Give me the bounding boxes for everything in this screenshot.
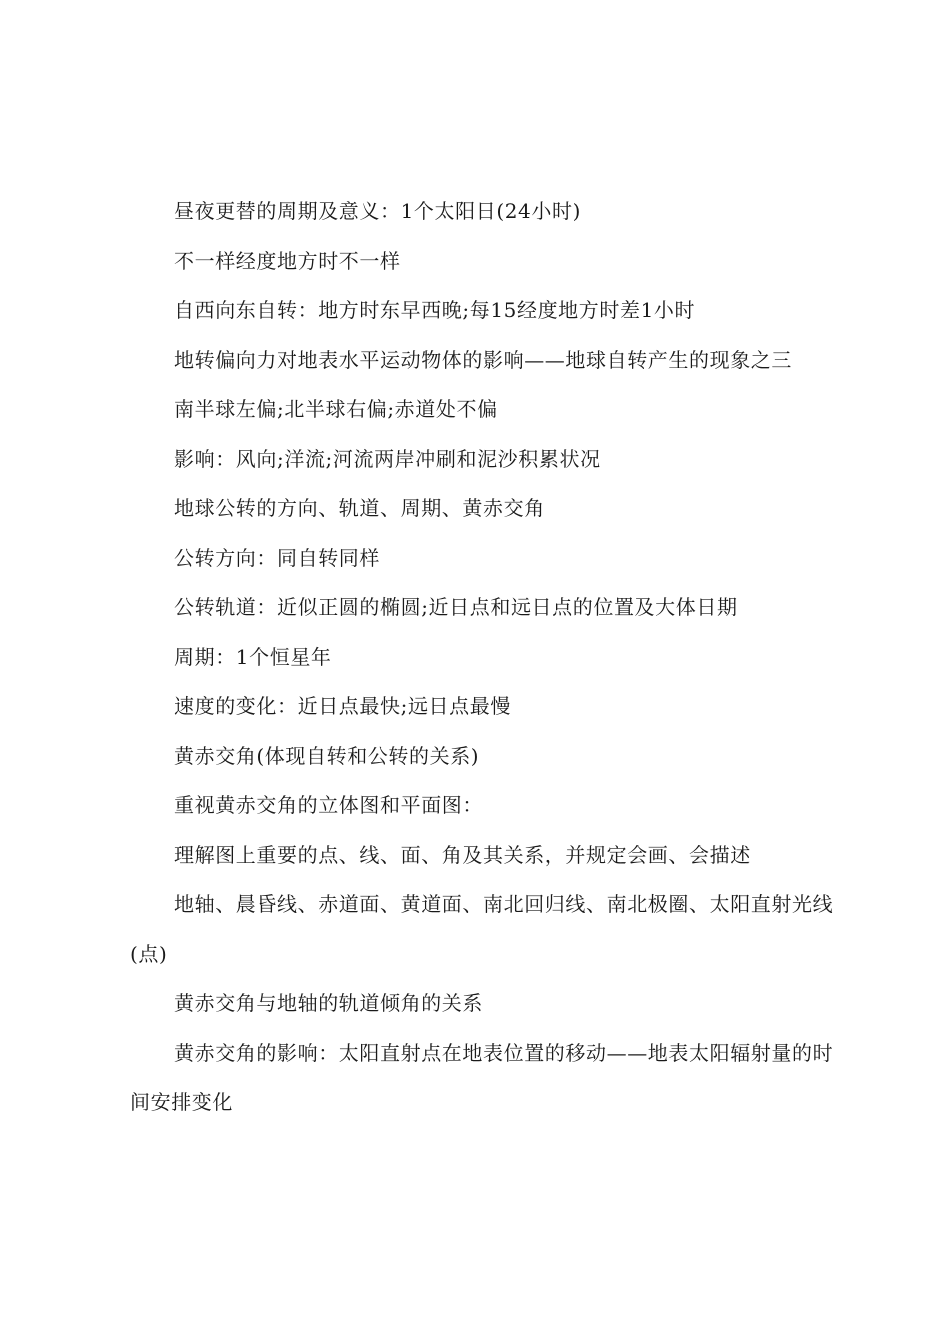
paragraph: 地球公转的方向、轨道、周期、黄赤交角: [174, 496, 545, 520]
paragraph: 公转方向：同自转同样: [174, 545, 380, 570]
paragraph: 地转偏向力对地表水平运动物体的影响——地球自转产生的现象之三: [174, 347, 792, 372]
paragraph: 影响：风向;洋流;河流两岸冲刷和泥沙积累状况: [174, 446, 601, 471]
paragraph: 黄赤交角(体现自转和公转的关系): [174, 743, 480, 768]
paragraph: 昼夜更替的周期及意义：1个太阳日(24小时): [174, 199, 581, 223]
paragraph: 周期：1个恒星年: [174, 644, 332, 669]
paragraph: 速度的变化：近日点最快;远日点最慢: [174, 694, 511, 718]
paragraph: 不一样经度地方时不一样: [174, 248, 401, 273]
paragraph: 地轴、晨昏线、赤道面、黄道面、南北回归线、南北极圈、太阳直射光线(点): [130, 892, 834, 966]
paragraph: 公转轨道：近似正圆的椭圆;近日点和远日点的位置及大体日期: [174, 595, 738, 619]
document-body: [130, 187, 834, 1128]
paragraph: 黄赤交角与地轴的轨道倾角的关系: [174, 991, 483, 1015]
paragraph: 重视黄赤交角的立体图和平面图：: [174, 793, 483, 817]
paragraph: 理解图上重要的点、线、面、角及其关系，并规定会画、会描述: [174, 842, 751, 867]
paragraph: 南半球左偏;北半球右偏;赤道处不偏: [174, 397, 498, 421]
paragraph: 黄赤交角的影响：太阳直射点在地表位置的移动——地表太阳辐射量的时间安排变化: [130, 1040, 834, 1114]
paragraph: 自西向东自转：地方时东早西晚;每15经度地方时差1小时: [174, 298, 696, 322]
